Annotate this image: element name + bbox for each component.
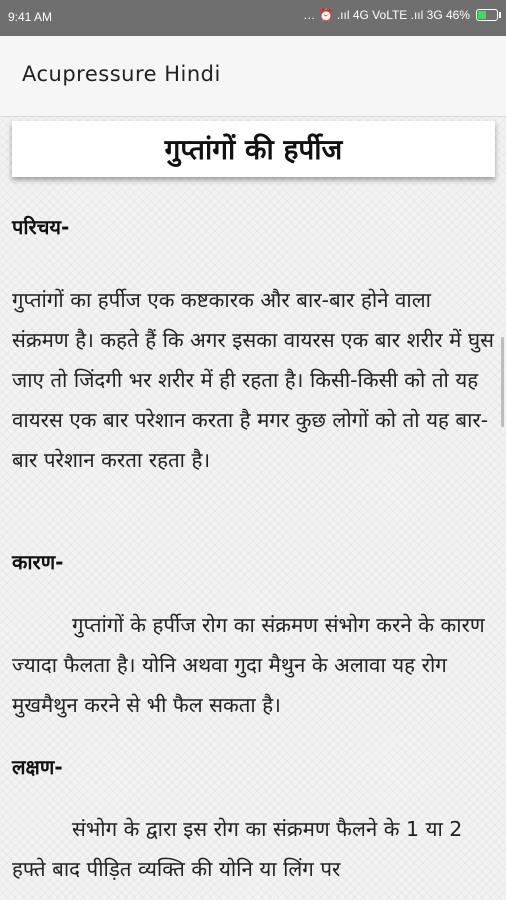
section-text-intro: गुप्तांगों का हर्पीज एक कष्टकारक और बार-बार होने वाला संक्रमण है। कहते हैं कि अगर इसका वायरस एक बार शरीर में घुस जाए तो जिंदगी भर शरीर में ही रहता है। किसी-किसी को तो यह वायरस एक बार परेशान करता है मगर कुछ लोगों को तो यह बार-बार परेशान करता रहता है। — [12, 288, 494, 472]
status-time: 9:41 AM — [8, 10, 53, 24]
section-text-cause: गुप्तांगों के हर्पीज रोग का संक्रमण संभोग करने के कारण ज्यादा फैलता है। योनि अथवा गुदा मैथुन के अलावा यह रोग मुखमैथुन करने से भी फैल सकता है। — [12, 613, 485, 717]
status-indicators — [303, 8, 498, 22]
app-bar — [0, 36, 506, 117]
article-title: गुप्तांगों की हर्पीज — [164, 133, 343, 166]
app-title: Acupressure Hindi — [22, 62, 221, 86]
scrollbar[interactable] — [501, 337, 504, 427]
section-heading-symptoms: लक्षण- — [12, 755, 63, 779]
section-text-symptoms: संभोग के द्वारा इस रोग का संक्रमण फैलने के 1 या 2 हफ्ते बाद पीड़ित व्यक्ति की योनि या लिंग पर — [12, 817, 463, 881]
status-bar — [0, 0, 506, 36]
article-title-card — [12, 121, 495, 177]
section-heading-cause: कारण- — [12, 550, 64, 574]
article-content[interactable] — [0, 117, 506, 900]
signal-indicators: … ⏰ .ııl 4G VoLTE .ııl 3G 46% — [303, 8, 470, 22]
battery-icon — [476, 9, 498, 21]
section-heading-intro: परिचय- — [12, 215, 70, 239]
